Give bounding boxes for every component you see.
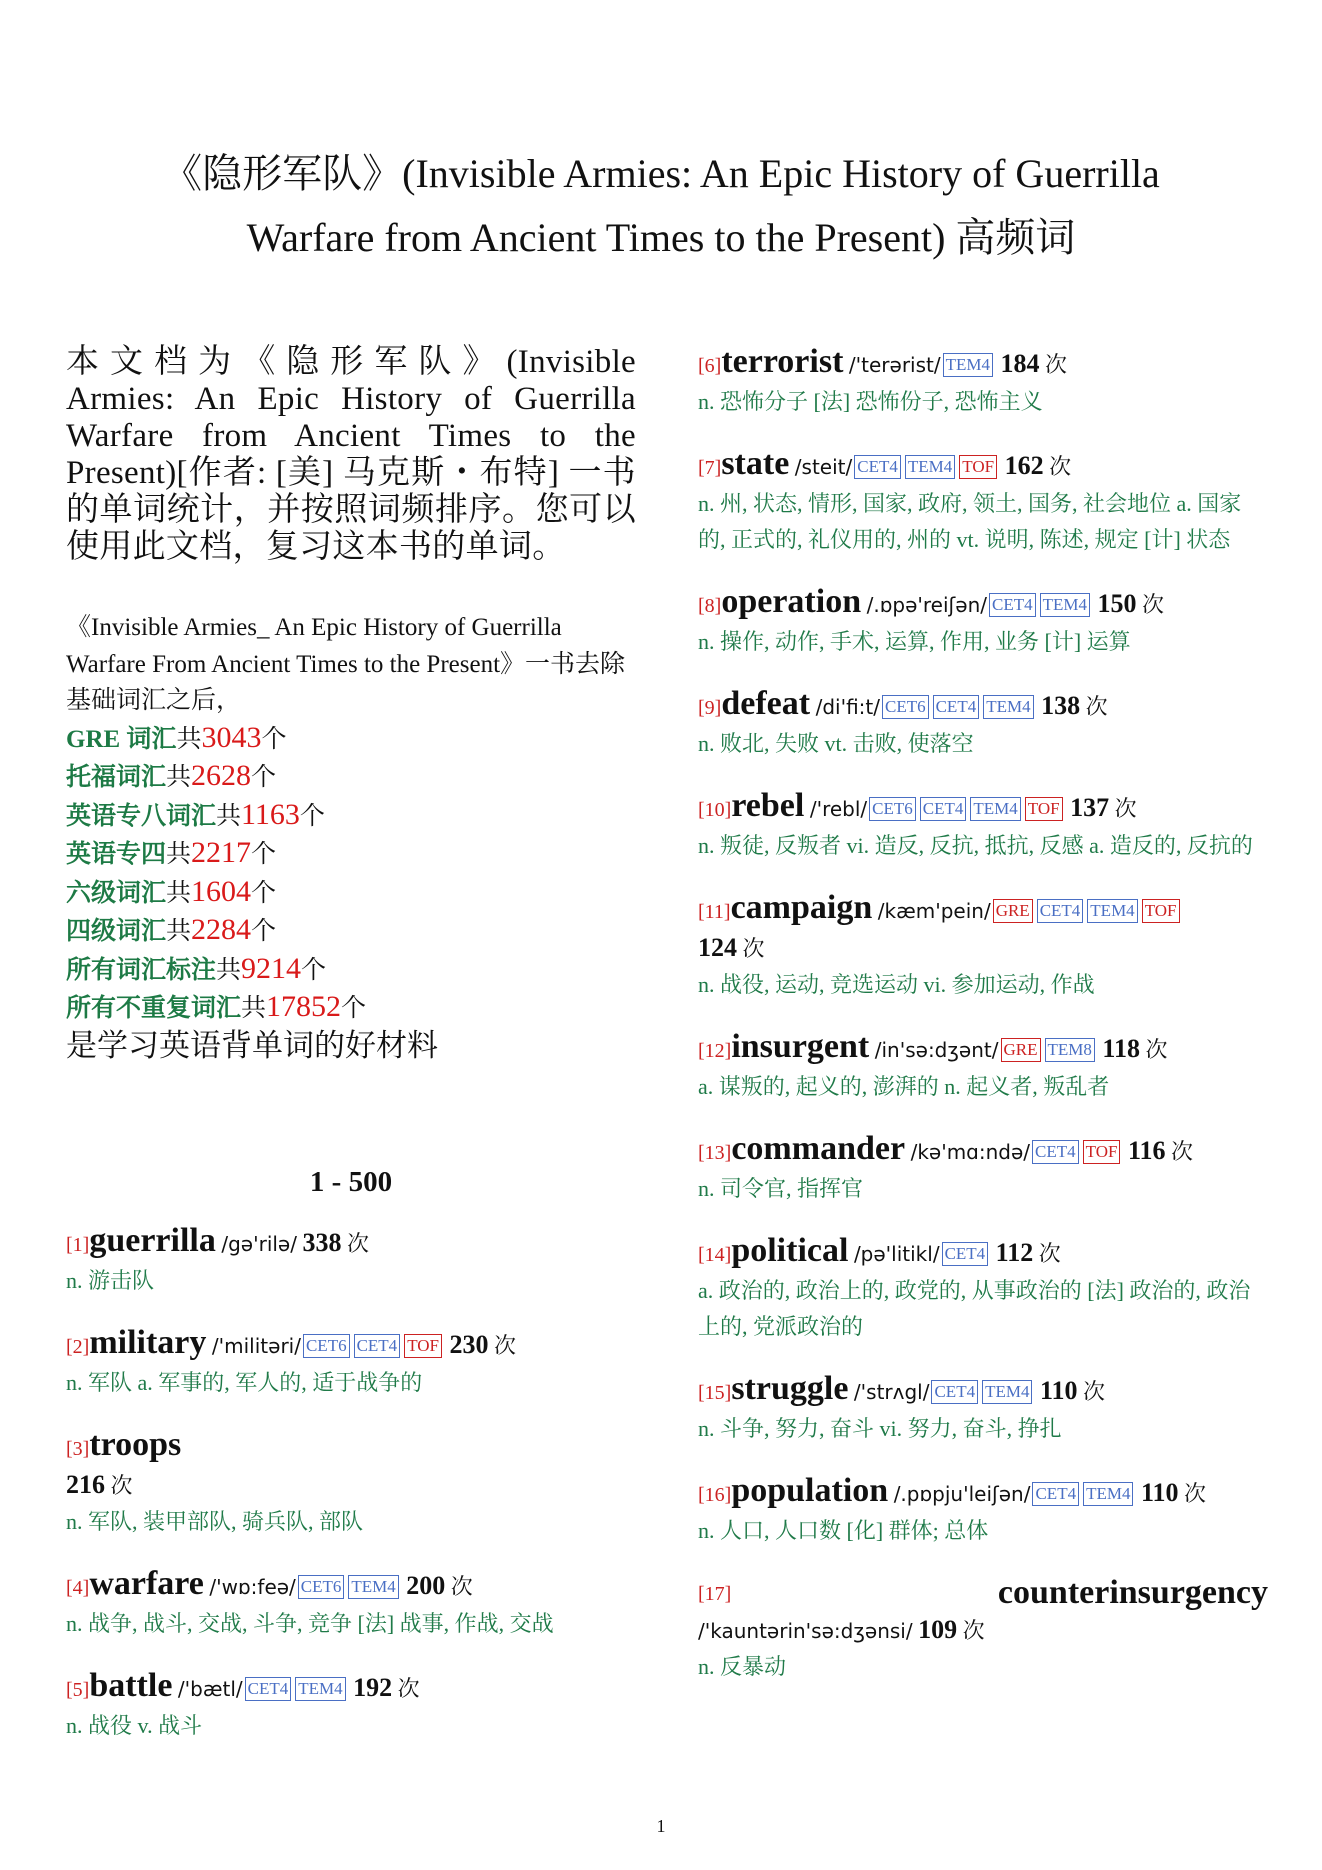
entry-headline [66, 1668, 636, 1708]
exam-tag: TEM8 [1045, 1038, 1095, 1062]
entry-count: 137 [1070, 793, 1110, 822]
entry-count: 109 [918, 1615, 958, 1644]
stat-value: 2284 [191, 913, 252, 946]
stat-mid: 共 [216, 956, 242, 984]
entry-phonetic: /in'sə:dʒənt/ [874, 1038, 999, 1062]
entry-count: 110 [1140, 1478, 1179, 1507]
stat-value: 2217 [191, 836, 252, 869]
entry-count: 230 [449, 1330, 489, 1359]
entry-phonetic: /'wɒ:feə/ [209, 1575, 296, 1599]
stat-value: 1604 [191, 874, 252, 908]
entry-count: 150 [1097, 589, 1137, 618]
stat-row [66, 720, 636, 759]
entry-phonetic: /steit/ [794, 455, 853, 479]
count-unit: 次 [1049, 454, 1072, 479]
entry-word: guerrilla [89, 1222, 216, 1259]
exam-tag: TOF [1142, 899, 1180, 923]
entry-index: [10] [698, 799, 732, 821]
word-entry [698, 1029, 1268, 1105]
entry-index: [6] [698, 355, 722, 377]
entry-phonetic: /'terərist/ [848, 353, 941, 377]
entry-definition: n. 恐怖分子 [法] 恐怖份子, 恐怖主义 [698, 389, 1043, 414]
word-entry [66, 1566, 636, 1642]
exam-tag: CET6 [869, 797, 916, 821]
exam-tag: TEM4 [970, 797, 1020, 821]
entry-headline [698, 446, 1268, 486]
stat-unit: 个 [341, 995, 367, 1022]
exam-tag: GRE [993, 899, 1033, 923]
stat-label: 四级词汇 [66, 918, 167, 945]
entry-word: rebel [731, 787, 805, 824]
entry-definition: a. 政治的, 政治上的, 政党的, 从事政治的 [法] 政治的, 政治上的, 党派政治的 [698, 1278, 1251, 1339]
stat-row [66, 912, 636, 951]
count-unit: 次 [1038, 1241, 1061, 1266]
entry-index: [14] [698, 1244, 732, 1266]
range-heading: 1 - 500 [309, 1166, 393, 1198]
stat-label: 英语专八词汇 [66, 802, 217, 830]
stat-value: 3043 [201, 720, 262, 754]
entry-headline [698, 890, 1268, 967]
word-entry [698, 890, 1268, 1003]
stat-mid: 共 [241, 995, 267, 1022]
entry-headline [698, 1131, 1268, 1171]
stats-list [66, 720, 636, 1028]
entry-word: commander [731, 1130, 906, 1167]
document-title [70, 142, 1252, 270]
entry-index: [15] [698, 1382, 732, 1404]
entry-phonetic: /'militəri/ [211, 1334, 301, 1358]
stat-mid: 共 [166, 764, 192, 791]
exam-tag: TEM4 [983, 695, 1033, 719]
exam-tag: TEM4 [1087, 899, 1137, 923]
entry-word: insurgent [731, 1028, 870, 1065]
exam-tag: TOF [1083, 1140, 1121, 1164]
entry-phonetic: /gə'rilə/ [221, 1232, 297, 1256]
summary-source: 《Invisible Armies_ An Epic History of Guerrilla Warfare From Ancient Times to the Present》一书去除基础词汇之后， [66, 614, 626, 714]
entry-index: [8] [698, 595, 722, 617]
entry-word: terrorist [721, 343, 844, 380]
exam-tag: CET4 [245, 1677, 292, 1701]
count-unit: 次 [1045, 352, 1068, 377]
stat-row [66, 874, 636, 913]
exam-tag: CET4 [1037, 899, 1084, 923]
exam-tag: TEM4 [348, 1575, 398, 1599]
left-column [66, 344, 636, 1770]
exam-tag: CET4 [933, 695, 980, 719]
exam-tag: TOF [1025, 797, 1063, 821]
entry-definition: n. 战争, 战斗, 交战, 斗争, 竞争 [法] 战事, 作战, 交战 [66, 1611, 554, 1636]
stat-value: 9214 [241, 951, 302, 985]
stat-label: 所有词汇标注 [66, 956, 217, 984]
exam-tag: CET6 [882, 695, 929, 719]
entry-count: 112 [995, 1238, 1034, 1267]
stat-value: 2628 [191, 759, 252, 792]
entry-count: 184 [1000, 349, 1040, 378]
word-entry [66, 1325, 636, 1401]
entry-index: [9] [698, 697, 722, 719]
stat-unit: 个 [251, 841, 277, 868]
stat-row [66, 758, 636, 797]
entry-definition: n. 战役, 运动, 竞选运动 vi. 参加运动, 作战 [698, 972, 1095, 997]
stat-label: 英语专四 [66, 841, 167, 868]
entry-word: military [89, 1324, 207, 1361]
entry-count: 200 [406, 1571, 446, 1600]
exam-tag: TEM4 [1083, 1482, 1133, 1506]
stat-unit: 个 [251, 764, 277, 791]
stat-row [66, 989, 636, 1028]
exam-tag: CET4 [854, 455, 901, 479]
exam-tag: TEM4 [905, 455, 955, 479]
count-unit: 次 [1171, 1139, 1194, 1164]
entry-index: [11] [698, 901, 731, 923]
word-list-left [66, 1223, 636, 1744]
entry-index: [1] [66, 1234, 90, 1256]
word-list-right [698, 344, 1268, 1685]
entry-definition: a. 谋叛的, 起义的, 澎湃的 n. 起义者, 叛乱者 [698, 1074, 1110, 1099]
exam-tag: CET4 [1032, 1140, 1079, 1164]
word-entry [698, 446, 1268, 558]
stat-label: 六级词汇 [66, 879, 167, 907]
entry-index: [3] [66, 1438, 90, 1460]
exam-tag: TOF [404, 1334, 442, 1358]
entry-definition: n. 叛徒, 反叛者 vi. 造反, 反抗, 抵抗, 反感 a. 造反的, 反抗的 [698, 833, 1253, 858]
intro-paragraph: 本文档为《隐形军队》(Invisible Armies: An Epic History of Guerrilla Warfare from Ancient Times to the Present)[作者: [美] 马克斯・布特] 一书的单词统计，并按照词频排序。您可以使用此文档，复习这本书的单词。 [66, 344, 636, 565]
word-entry [698, 1575, 1268, 1685]
stat-label: GRE 词汇 [66, 725, 177, 753]
entry-word: defeat [721, 685, 811, 722]
exam-tag: CET4 [989, 593, 1036, 617]
entry-count: 124 [698, 933, 737, 962]
exam-tag: CET4 [354, 1334, 401, 1358]
entry-word: state [721, 445, 790, 482]
stat-mid: 共 [166, 879, 192, 907]
entry-count: 338 [302, 1228, 342, 1257]
count-unit: 次 [110, 1473, 133, 1498]
stat-label: 托福词汇 [66, 764, 167, 791]
word-entry [698, 788, 1268, 864]
title-line-1: 《隐形军队》(Invisible Armies: An Epic History of Guerrilla [162, 151, 1160, 196]
entry-count: 192 [353, 1673, 393, 1702]
entry-headline [66, 1427, 636, 1504]
entry-phonetic: /kə'mɑ:ndə/ [910, 1140, 1031, 1164]
summary-block [66, 610, 636, 1064]
entry-definition: n. 司令官, 指挥官 [698, 1176, 864, 1201]
entry-headline [66, 1566, 636, 1606]
entry-word: troops [89, 1426, 182, 1463]
entry-word: operation [721, 583, 862, 620]
entry-phonetic: /'rebl/ [809, 797, 868, 821]
page-number: 1 [656, 1816, 666, 1836]
entry-index: [2] [66, 1336, 90, 1358]
entry-word: political [731, 1232, 849, 1269]
summary-closing: 是学习英语背单词的好材料 [66, 1027, 438, 1063]
entry-headline [66, 1325, 636, 1365]
entry-definition: n. 斗争, 努力, 奋斗 vi. 努力, 奋斗, 挣扎 [698, 1416, 1062, 1441]
entry-phonetic: /'strʌgl/ [853, 1380, 930, 1404]
entry-definition: n. 游击队 [66, 1268, 155, 1293]
entry-definition: n. 操作, 动作, 手术, 运算, 作用, 业务 [计] 运算 [698, 629, 1131, 654]
right-column [698, 344, 1268, 1711]
count-unit: 次 [962, 1618, 985, 1643]
exam-tag: CET4 [942, 1242, 989, 1266]
stat-mid: 共 [176, 725, 202, 753]
exam-tag: CET6 [303, 1334, 350, 1358]
word-entry [698, 1371, 1268, 1447]
entry-headline [698, 1233, 1268, 1273]
stat-value: 17852 [266, 990, 342, 1023]
exam-tag: GRE [1001, 1038, 1041, 1062]
stat-unit: 个 [251, 918, 277, 945]
word-entry [698, 1473, 1268, 1549]
entry-index: [12] [698, 1040, 732, 1062]
entry-headline [66, 1223, 636, 1263]
entry-phonetic: /.pɒpju'leiʃən/ [893, 1482, 1031, 1506]
word-entry [66, 1668, 636, 1744]
stat-mid: 共 [216, 802, 242, 830]
entry-count: 116 [1127, 1136, 1166, 1165]
entry-phonetic: /'kauntərin'sə:dʒənsi/ [698, 1619, 913, 1643]
entry-definition: n. 军队 a. 军事的, 军人的, 适于战争的 [66, 1370, 423, 1395]
count-unit: 次 [1085, 694, 1108, 719]
word-entry [698, 584, 1268, 660]
exam-tag: CET6 [298, 1575, 345, 1599]
count-unit: 次 [742, 936, 765, 961]
entry-index: [7] [698, 457, 722, 479]
entry-headline [698, 1575, 1268, 1649]
exam-tag: CET4 [920, 797, 967, 821]
count-unit: 次 [397, 1676, 420, 1701]
exam-tag: TOF [959, 455, 997, 479]
entry-definition: n. 战役 v. 战斗 [66, 1713, 203, 1738]
count-unit: 次 [1083, 1379, 1106, 1404]
word-entry [698, 344, 1268, 420]
count-unit: 次 [450, 1574, 473, 1599]
count-unit: 次 [1145, 1037, 1168, 1062]
exam-tag: TEM4 [982, 1380, 1032, 1404]
entry-phonetic: /pə'litikl/ [853, 1242, 940, 1266]
entry-phonetic: /'bætl/ [177, 1677, 243, 1701]
entry-headline [698, 788, 1268, 828]
entry-definition: n. 人口, 人口数 [化] 群体; 总体 [698, 1518, 989, 1543]
word-entry [698, 686, 1268, 762]
count-unit: 次 [494, 1333, 517, 1358]
entry-word: warfare [89, 1565, 204, 1602]
stat-value: 1163 [241, 797, 300, 831]
entry-count: 138 [1041, 691, 1081, 720]
stat-mid: 共 [166, 841, 192, 868]
entry-count: 110 [1039, 1376, 1078, 1405]
stat-row [66, 797, 636, 836]
stat-unit: 个 [251, 879, 277, 907]
entry-phonetic: /di'fi:t/ [815, 695, 880, 719]
stat-unit: 个 [301, 956, 327, 984]
stat-label: 所有不重复词汇 [66, 995, 242, 1022]
exam-tag: CET4 [931, 1380, 978, 1404]
entry-index: [5] [66, 1679, 90, 1701]
count-unit: 次 [346, 1231, 369, 1256]
entry-headline [698, 344, 1268, 384]
entry-headline [698, 1029, 1268, 1069]
entry-word: counterinsurgency [997, 1574, 1268, 1611]
entry-definition: n. 军队, 装甲部队, 骑兵队, 部队 [66, 1509, 364, 1534]
entry-headline [698, 686, 1268, 726]
word-entry [66, 1223, 636, 1299]
entry-headline [698, 1473, 1268, 1513]
entry-headline [698, 584, 1268, 624]
entry-count: 162 [1004, 451, 1044, 480]
count-unit: 次 [1184, 1481, 1207, 1506]
entry-index: [4] [66, 1577, 90, 1599]
entry-definition: n. 反暴动 [698, 1654, 787, 1679]
entry-word: population [731, 1472, 889, 1509]
entry-definition: n. 败北, 失败 vt. 击败, 使落空 [698, 731, 974, 756]
entry-definition: n. 州, 状态, 情形, 国家, 政府, 领土, 国务, 社会地位 a. 国家的, 正式的, 礼仪用的, 州的 vt. 说明, 陈述, 规定 [计] 状态 [698, 491, 1242, 552]
entry-word: struggle [731, 1370, 849, 1407]
entry-count: 118 [1102, 1034, 1140, 1063]
stat-unit: 个 [261, 725, 287, 753]
stat-unit: 个 [299, 802, 325, 830]
stat-mid: 共 [166, 918, 192, 945]
exam-tag: CET4 [1032, 1482, 1079, 1506]
stat-row [66, 951, 636, 990]
entry-headline [698, 1371, 1268, 1411]
exam-tag: TEM4 [1040, 593, 1090, 617]
entry-count: 216 [66, 1470, 105, 1499]
word-entry [66, 1427, 636, 1540]
word-entry [698, 1233, 1268, 1345]
entry-index: [13] [698, 1142, 732, 1164]
exam-tag: TEM4 [295, 1677, 345, 1701]
entry-phonetic: /kæm'pein/ [877, 899, 991, 923]
exam-tag: TEM4 [943, 353, 993, 377]
entry-phonetic: /.ɒpə'reiʃən/ [866, 593, 987, 617]
entry-index: [17] [698, 1583, 732, 1605]
count-unit: 次 [1114, 796, 1137, 821]
stat-row [66, 835, 636, 874]
entry-word: campaign [730, 889, 873, 926]
title-line-2: Warfare from Ancient Times to the Present) 高频词 [246, 215, 1076, 260]
count-unit: 次 [1141, 592, 1164, 617]
entry-word: battle [89, 1667, 173, 1704]
word-entry [698, 1131, 1268, 1207]
entry-index: [16] [698, 1484, 732, 1506]
